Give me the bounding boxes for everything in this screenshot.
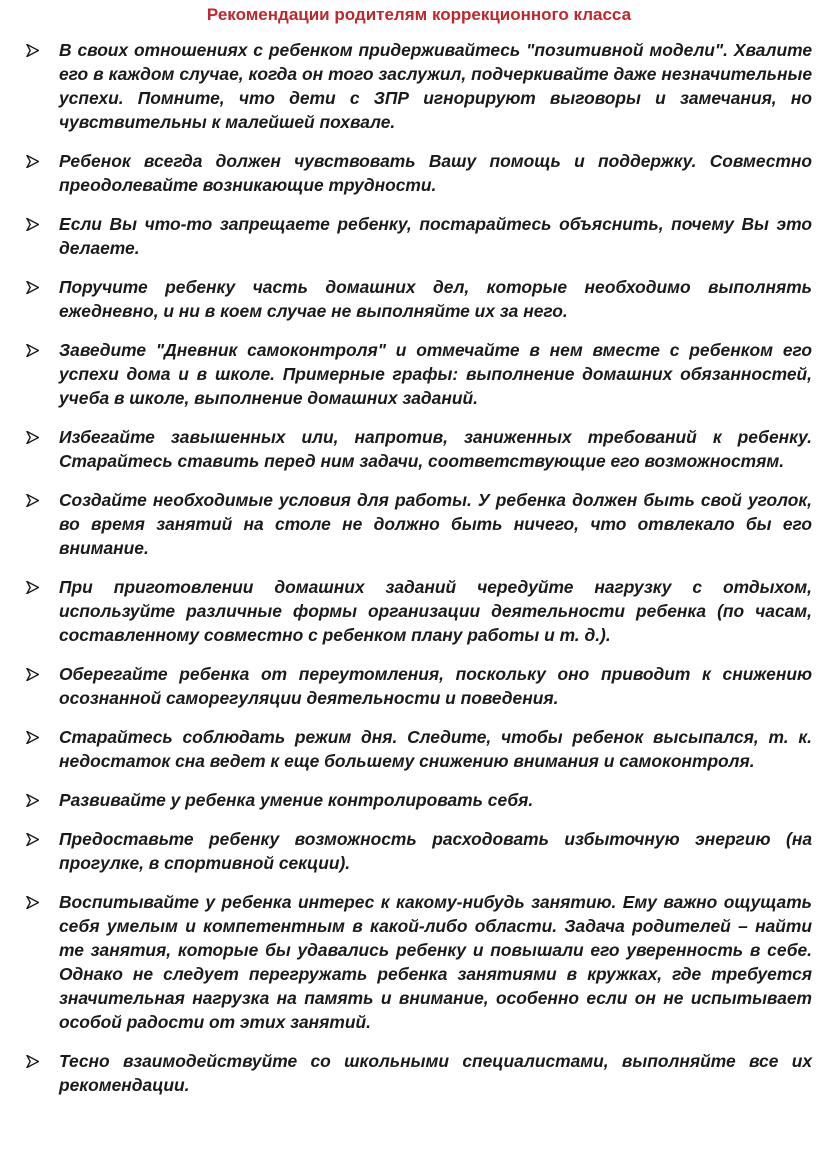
arrowhead-bullet-icon: [26, 44, 39, 57]
recommendation-text: В своих отношениях с ребенком придерживайтесь "позитивной модели". Хвалите его в каждом случае, когда он того заслужил, подчеркивайте даже незначительные успехи. Помните, что дети с ЗПР игнорируют выговоры и замечания, но чувствительны к малейшей похвале.: [59, 40, 812, 132]
arrowhead-bullet-icon: [26, 155, 39, 168]
document-title: Рекомендации родителям коррекционного класса: [206, 5, 632, 24]
recommendation-item: [26, 275, 812, 323]
arrowhead-bullet-icon: [26, 494, 39, 507]
arrowhead-bullet-icon: [26, 731, 39, 744]
recommendation-item: [26, 488, 812, 560]
recommendation-item: [26, 38, 812, 134]
recommendation-item: [26, 212, 812, 260]
recommendation-list: [26, 38, 812, 1097]
arrowhead-bullet-icon: [26, 896, 39, 909]
arrowhead-bullet-icon: [26, 431, 39, 444]
recommendation-text: Предоставьте ребенку возможность расходовать избыточную энергию (на прогулке, в спортивной секции).: [59, 829, 812, 873]
recommendation-text: Старайтесь соблюдать режим дня. Следите, чтобы ребенок высыпался, т. к. недостаток сна ведет к еще большему снижению внимания и самоконтроля.: [59, 727, 812, 771]
recommendation-item: [26, 890, 812, 1034]
recommendation-item: [26, 1049, 812, 1097]
arrowhead-bullet-icon: [26, 218, 39, 231]
recommendation-text: При приготовлении домашних заданий чередуйте нагрузку с отдыхом, используйте различные формы организации деятельности ребенка (по часам, составленному совместно с ребенком плану работы и т. д.).: [59, 577, 812, 645]
recommendation-text: Ребенок всегда должен чувствовать Вашу помощь и поддержку. Совместно преодолевайте возникающие трудности.: [59, 151, 812, 195]
recommendation-item: [26, 725, 812, 773]
recommendation-text: Воспитывайте у ребенка интерес к какому-нибудь занятию. Ему важно ощущать себя умелым и компетентным в какой-либо области. Задача родителей – найти те занятия, которые бы удавались ребенку и повышали его уверенность в себе. Однако не следует перегружать ребенка занятиями в кружках, где требуется значительная нагрузка на память и внимание, особенно если он не испытывает особой радости от этих занятий.: [59, 892, 812, 1032]
recommendation-text: Тесно взаимодействуйте со школьными специалистами, выполняйте все их рекомендации.: [59, 1051, 812, 1095]
recommendation-text: Поручите ребенку часть домашних дел, которые необходимо выполнять ежедневно, и ни в коем случае не выполняйте их за него.: [59, 277, 812, 321]
recommendation-item: [26, 788, 812, 812]
arrowhead-bullet-icon: [26, 1055, 39, 1068]
arrowhead-bullet-icon: [26, 794, 39, 807]
recommendation-item: [26, 149, 812, 197]
arrowhead-bullet-icon: [26, 344, 39, 357]
recommendation-text: Заведите "Дневник самоконтроля" и отмечайте в нем вместе с ребенком его успехи дома и в школе. Примерные графы: выполнение домашних обязанностей, учеба в школе, выполнение домашних заданий.: [59, 340, 812, 408]
recommendation-text: Избегайте завышенных или, напротив, заниженных требований к ребенку. Старайтесь ставить перед ним задачи, соответствующие его возможностям.: [59, 427, 812, 471]
recommendation-item: [26, 338, 812, 410]
recommendation-text: Оберегайте ребенка от переутомления, поскольку оно приводит к снижению осознанной саморегуляции деятельности и поведения.: [59, 664, 812, 708]
arrowhead-bullet-icon: [26, 281, 39, 294]
arrowhead-bullet-icon: [26, 668, 39, 681]
recommendation-item: [26, 425, 812, 473]
arrowhead-bullet-icon: [26, 581, 39, 594]
recommendation-item: [26, 662, 812, 710]
recommendation-text: Развивайте у ребенка умение контролировать себя.: [59, 790, 534, 810]
recommendation-item: [26, 827, 812, 875]
recommendation-text: Создайте необходимые условия для работы. У ребенка должен быть свой уголок, во время занятий на столе не должно быть ничего, что отвлекало бы его внимание.: [59, 490, 812, 558]
recommendation-item: [26, 575, 812, 647]
recommendation-text: Если Вы что-то запрещаете ребенку, постарайтесь объяснить, почему Вы это делаете.: [59, 214, 812, 258]
arrowhead-bullet-icon: [26, 833, 39, 846]
